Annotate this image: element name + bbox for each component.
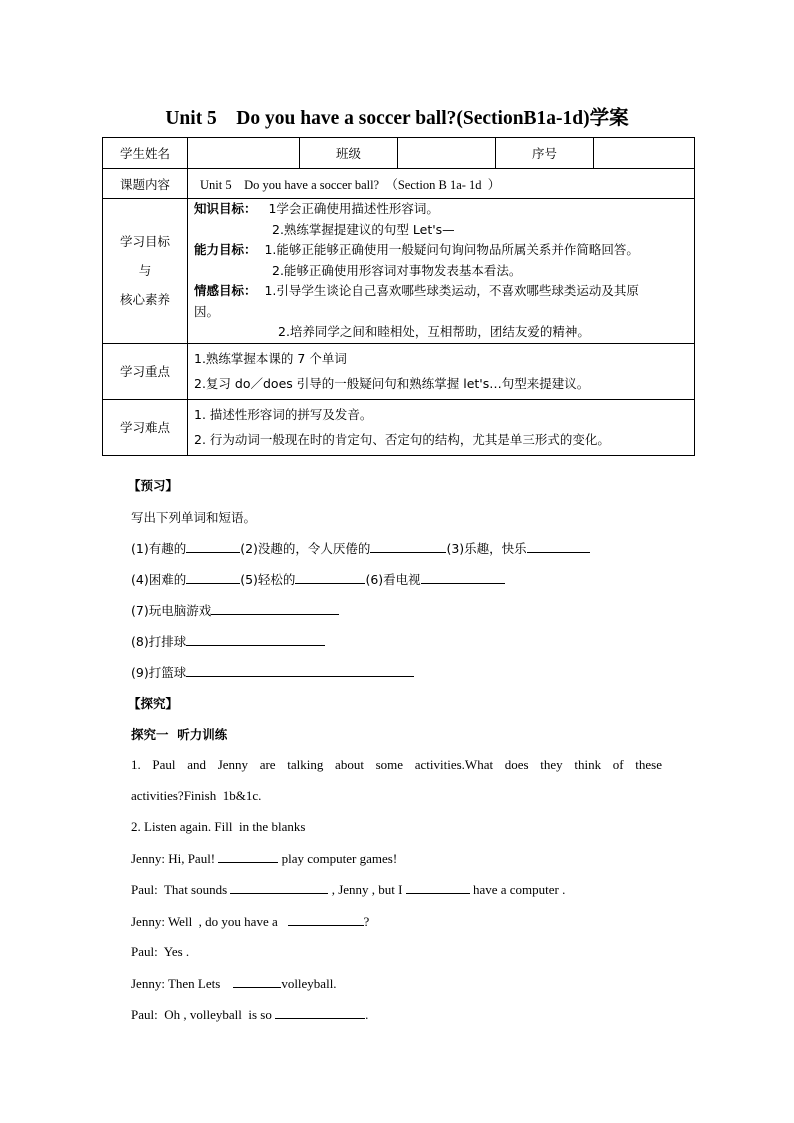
seat-cell[interactable] <box>594 138 695 169</box>
vocab-row-2 <box>131 570 691 588</box>
ability-goal-1: 1.能够正能够正确使用一般疑问句询问物品所属关系并作简略回答。 <box>264 242 639 257</box>
answer-blank[interactable] <box>230 881 328 894</box>
dialog-text: Jenny: Well , do you have a <box>131 914 288 929</box>
dialog-line-2 <box>131 881 691 898</box>
emotion-goal-1: 1.引导学生谈论自己喜欢哪些球类运动，不喜欢哪些球类运动及其原 <box>264 283 639 298</box>
dialog-text: Paul: That sounds <box>131 882 231 897</box>
difficult-points-label: 学习难点 <box>103 399 188 455</box>
answer-blank[interactable] <box>186 633 325 646</box>
dialog-line-5 <box>131 975 691 992</box>
emotion-goal-1-continued: 因。 <box>194 303 220 319</box>
dialog-text: Jenny: Hi, Paul! <box>131 851 219 866</box>
key-points-label: 学习重点 <box>103 343 188 399</box>
dialog-text: . <box>365 1007 369 1022</box>
preview-instruction: 写出下列单词和短语。 <box>131 510 257 525</box>
answer-blank[interactable] <box>527 540 590 553</box>
topic-label: 课题内容 <box>103 169 188 199</box>
topic-value: Unit 5 Do you have a soccer ball? （Section B 1a- 1d ） <box>188 169 695 199</box>
seat-label: 序号 <box>496 138 594 169</box>
info-table <box>102 137 695 456</box>
ability-goal-2: 2.能够正确使用形容词对事物发表基本看法。 <box>272 262 522 278</box>
explore-heading: 【探究】 <box>128 696 179 711</box>
dialog-text: Paul: Oh , volleyball is so <box>131 1007 276 1022</box>
answer-blank[interactable] <box>186 540 240 553</box>
page-title: Unit 5 Do you have a soccer ball?(SectionB1a-1d)学案 <box>165 108 629 129</box>
knowledge-goal-label: 知识目标： <box>194 201 257 216</box>
dialog-text: ? <box>363 914 370 929</box>
vocab-row-5 <box>131 663 691 681</box>
key-point-1: 1.熟练掌握本课的 7 个单词 <box>194 351 347 366</box>
preview-heading: 【预习】 <box>128 478 179 493</box>
task-1-line-1: 1. Paul and Jenny are talking about some activities.What does they think of these <box>131 757 662 772</box>
emotion-goal-2: 2.培养同学之间和睦相处，互相帮助，团结友爱的精神。 <box>278 324 590 339</box>
answer-blank[interactable] <box>370 540 446 553</box>
task-2: 2. Listen again. Fill in the blanks <box>131 819 306 834</box>
goals-label-line: 核心素养 <box>119 292 170 308</box>
dialog-text: Jenny: Then Lets <box>131 976 234 991</box>
goals-label-line: 与 <box>138 263 152 279</box>
answer-blank[interactable] <box>186 571 240 584</box>
vocab-item-7: (7)玩电脑游戏 <box>131 603 212 618</box>
answer-blank[interactable] <box>406 881 470 894</box>
dialog-text: play computer games! <box>278 851 398 866</box>
dialog-text: have a computer . <box>469 882 566 897</box>
answer-blank[interactable] <box>295 571 365 584</box>
dialog-text: , Jenny , but I <box>328 882 406 897</box>
answer-blank[interactable] <box>233 975 281 988</box>
answer-blank[interactable] <box>421 571 505 584</box>
goals-content <box>188 199 695 344</box>
answer-blank[interactable] <box>288 913 364 926</box>
goals-label <box>103 199 188 344</box>
goals-label-line: 学习目标 <box>119 234 170 250</box>
key-point-2: 2.复习 do／does 引导的一般疑问句和熟练掌握 let's…句型来提建议。 <box>194 376 590 391</box>
knowledge-goal-2: 2.熟练掌握提建议的句型 Let's— <box>272 221 455 237</box>
dialog-line-3 <box>131 913 691 930</box>
class-cell[interactable] <box>398 138 496 169</box>
dialog-text: volleyball. <box>281 976 337 991</box>
student-name-cell[interactable] <box>188 138 300 169</box>
task-1-line-2: activities?Finish 1b&1c. <box>131 788 262 803</box>
class-label: 班级 <box>300 138 398 169</box>
vocab-item-8: (8)打排球 <box>131 634 187 649</box>
knowledge-goal-1: 1学会正确使用描述性形容词。 <box>268 201 439 216</box>
difficult-points-content <box>188 399 695 455</box>
vocab-item-9: (9)打篮球 <box>131 665 187 680</box>
vocab-row-3 <box>131 601 691 619</box>
answer-blank[interactable] <box>211 602 339 615</box>
answer-blank[interactable] <box>186 664 414 677</box>
explore-subheading: 探究一 听力训练 <box>131 727 228 742</box>
vocab-item-5: (5)轻松的 <box>240 572 296 587</box>
key-points-content <box>188 343 695 399</box>
answer-blank[interactable] <box>275 1006 365 1019</box>
dialog-line-4: Paul: Yes . <box>131 944 190 959</box>
vocab-item-1: (1)有趣的 <box>131 541 187 556</box>
vocab-item-3: (3)乐趣，快乐 <box>446 541 527 556</box>
answer-blank[interactable] <box>218 850 278 863</box>
dialog-line-6 <box>131 1006 691 1023</box>
difficult-point-2: 2. 行为动词一般现在时的肯定句、否定句的结构，尤其是单三形式的变化。 <box>194 432 610 447</box>
dialog-line-1 <box>131 850 691 867</box>
vocab-item-4: (4)困难的 <box>131 572 187 587</box>
vocab-row-1 <box>131 539 691 557</box>
vocab-row-4 <box>131 632 691 650</box>
student-name-label: 学生姓名 <box>103 138 188 169</box>
emotion-goal-label: 情感目标： <box>194 283 257 298</box>
vocab-item-2: (2)没趣的，令人厌倦的 <box>240 541 371 556</box>
vocab-item-6: (6)看电视 <box>365 572 421 587</box>
ability-goal-label: 能力目标： <box>194 242 257 257</box>
difficult-point-1: 1. 描述性形容词的拼写及发音。 <box>194 407 373 422</box>
